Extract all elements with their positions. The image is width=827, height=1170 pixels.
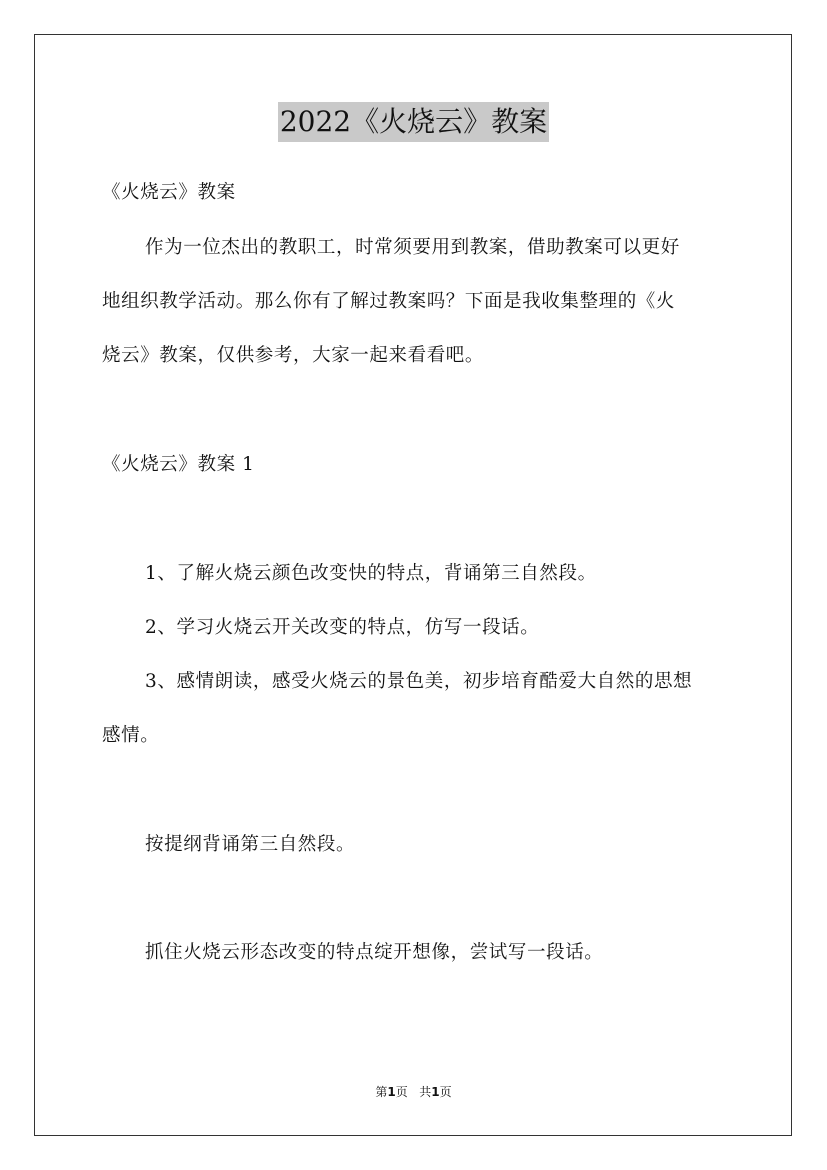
objective-2: 2、学习火烧云开关改变的特点，仿写一段话。 (145, 617, 540, 638)
page-footer (0, 1084, 827, 1100)
intro-line-2: 地组织教学活动。那么你有了解过教案吗？下面是我收集整理的《火 (102, 291, 676, 312)
objective-1: 1、了解火烧云颜色改变快的特点，背诵第三自然段。 (145, 563, 597, 584)
footer-suffix: 页 (439, 1085, 452, 1099)
title-container (0, 102, 827, 142)
objective-3: 3、感情朗读，感受火烧云的景色美，初步培育酷爱大自然的思想 (145, 671, 693, 692)
objective-3-continuation: 感情。 (102, 725, 160, 746)
key-point-1: 按提纲背诵第三自然段。 (145, 834, 356, 855)
document-title: 2022《火烧云》教案 (278, 102, 549, 142)
footer-prefix: 第 (375, 1085, 388, 1099)
footer-total-pages: 1 (431, 1085, 440, 1099)
document-subtitle: 《火烧云》教案 (102, 182, 236, 203)
intro-line-1: 作为一位杰出的教职工，时常须要用到教案，借助教案可以更好 (145, 237, 680, 258)
footer-page-number: 1 (387, 1085, 396, 1099)
intro-line-3: 烧云》教案，仅供参考，大家一起来看看吧。 (102, 345, 485, 366)
key-point-2: 抓住火烧云形态改变的特点绽开想像，尝试写一段话。 (145, 942, 604, 963)
section-heading: 《火烧云》教案 1 (102, 454, 255, 475)
footer-mid: 页 共 (395, 1085, 432, 1099)
